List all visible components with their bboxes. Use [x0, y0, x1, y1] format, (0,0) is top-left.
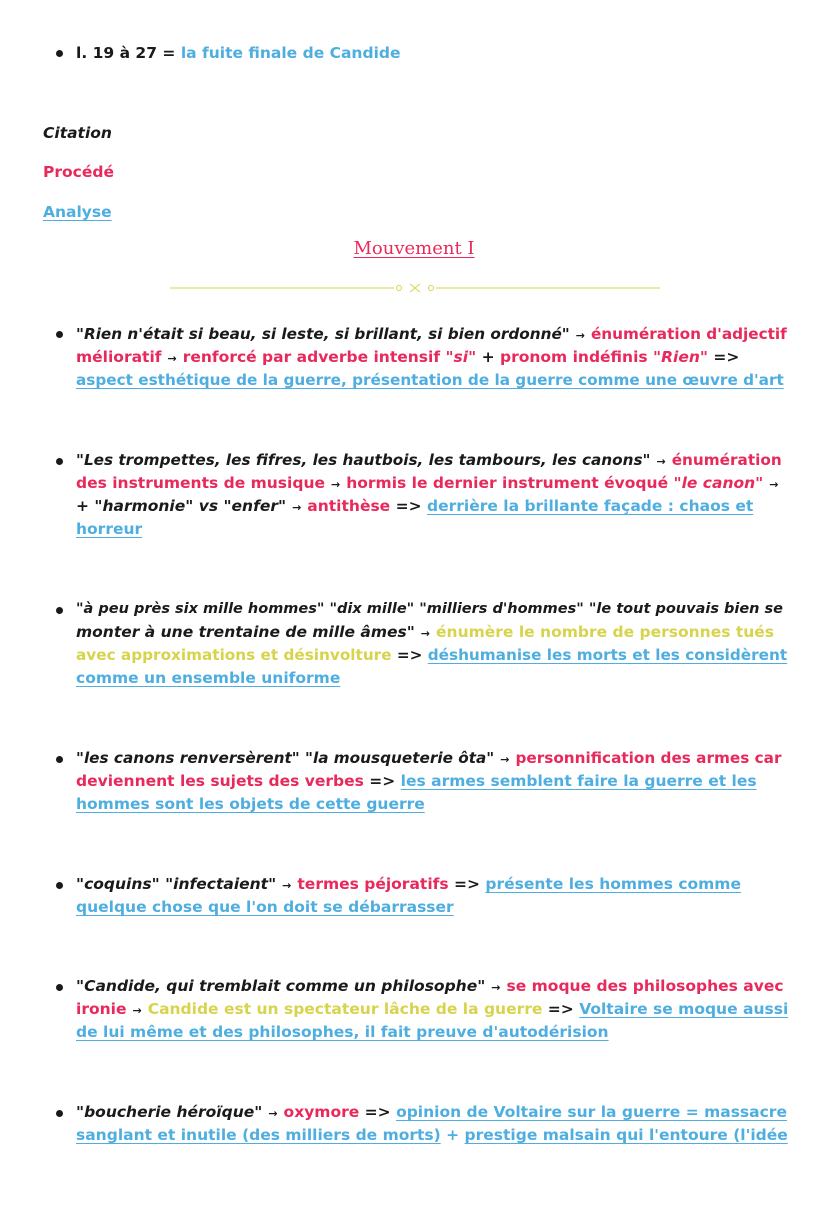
implies-sign: => — [713, 348, 740, 366]
header-eq: = — [162, 44, 176, 62]
citation: "coquins" "infectaient" — [76, 875, 277, 893]
arrow-icon: → — [575, 329, 585, 342]
citation: monter à une trentaine de mille âmes" — [76, 623, 415, 641]
item-bullet — [56, 756, 63, 763]
analyse-link[interactable]: comme un ensemble uniforme — [76, 669, 341, 687]
item-bullet — [56, 882, 63, 889]
arrow-icon: → — [491, 981, 501, 994]
item-2-line-3 — [76, 494, 753, 520]
arrow-icon: → — [331, 478, 341, 491]
arrow-icon: → — [282, 879, 292, 892]
arrow-icon: → — [656, 455, 666, 468]
implies-sign: => — [547, 1000, 574, 1018]
analyse-link[interactable]: déshumanise les morts et les considèrent — [427, 646, 788, 664]
item-7-line-2 — [76, 1123, 788, 1147]
citation: "boucherie héroïque" — [76, 1103, 263, 1121]
header-line — [76, 41, 400, 65]
citation: "Les trompettes, les fifres, les hautbois, les tambours, les canons" — [76, 451, 651, 469]
item-bullet — [56, 984, 63, 991]
citation: "Rien n'était si beau, si leste, si brillant, si bien ordonné" — [76, 325, 570, 343]
procede: se moque des philosophes avec — [506, 977, 784, 995]
procede: renforcé par adverbe intensif — [182, 348, 441, 366]
header-topic: la fuite finale de Candide — [180, 44, 401, 62]
procede: hormis le dernier instrument évoqué — [346, 474, 669, 492]
item-bullet — [56, 607, 63, 614]
implies-sign: => — [395, 497, 422, 515]
plus-sign: + — [446, 1126, 460, 1144]
item-bullet — [56, 1110, 63, 1117]
procede: personnification des armes car — [515, 749, 782, 767]
implies-sign: => — [454, 875, 480, 893]
procede-secondary: Candide est un spectateur lâche de la guerre — [147, 1000, 543, 1018]
analyse-link[interactable]: de lui même et des philosophes, il fait preuve d'autodérision — [76, 1023, 609, 1041]
arrow-icon: → — [292, 501, 302, 514]
analyse-link[interactable]: hommes sont les objets de cette guerre — [76, 795, 425, 813]
citation-inline: "si" — [445, 348, 477, 366]
header-ref: l. 19 à 27 — [76, 44, 157, 62]
section-title: Mouvement I — [353, 238, 475, 259]
procede: des instruments de musique — [76, 474, 325, 492]
item-bullet — [56, 458, 63, 465]
title-divider — [170, 283, 660, 293]
implies-sign: => — [396, 646, 423, 664]
citation: + "harmonie" vs "enfer" — [76, 497, 287, 515]
arrow-icon: → — [500, 753, 510, 766]
analyse-link[interactable]: présente les hommes comme — [485, 875, 741, 893]
procede: énumération d'adjectif — [590, 325, 787, 343]
arrow-icon: → — [769, 478, 779, 491]
procede: oxymore — [283, 1103, 360, 1121]
arrow-icon: → — [167, 352, 177, 365]
citation: "à peu près six mille hommes" "dix mille" "milliers d'hommes" "le tout pouvais bien se — [76, 601, 784, 617]
analyse-link[interactable]: les armes semblent faire la guerre et les — [400, 772, 757, 790]
citation-inline: "le canon" — [673, 474, 764, 492]
analyse-link[interactable]: prestige malsain qui l'entoure (l'idée — [464, 1126, 788, 1144]
citation: "Candide, qui tremblait comme un philosophe" — [76, 977, 486, 995]
procede: deviennent les sujets des verbes — [76, 772, 364, 790]
analyse-link[interactable]: horreur — [76, 520, 143, 538]
procede: antithèse — [307, 497, 391, 515]
legend-citation: Citation — [43, 124, 112, 142]
arrow-icon: → — [132, 1004, 142, 1017]
arrow-icon: → — [268, 1107, 278, 1120]
item-3-line-3 — [76, 643, 787, 667]
citation: "les canons renversèrent" "la mousqueterie ôta" — [76, 749, 495, 767]
header-bullet — [56, 50, 63, 57]
procede: ironie — [76, 1000, 127, 1018]
procede: énumération — [671, 451, 782, 469]
item-4-line-2 — [76, 769, 757, 793]
legend-procede: Procédé — [43, 163, 114, 181]
plus-sign: + — [481, 348, 495, 366]
procede: termes péjoratifs — [297, 875, 449, 893]
procede: pronom indéfinis — [499, 348, 648, 366]
procede: mélioratif — [76, 348, 162, 366]
analyse-link[interactable]: Voltaire se moque aussi — [579, 1000, 789, 1018]
item-bullet — [56, 331, 63, 338]
analyse-link[interactable]: sanglant et inutile (des milliers de morts) — [76, 1126, 441, 1144]
citation-inline: "Rien" — [653, 348, 708, 366]
analyse-link[interactable]: aspect esthétique de la guerre, présentation de la guerre comme une œuvre d'art — [76, 371, 784, 389]
analyse-link[interactable]: derrière la brillante façade : chaos et — [427, 497, 754, 515]
implies-sign: => — [369, 772, 396, 790]
procede-secondary: énumère le nombre de personnes tués — [436, 623, 775, 641]
legend-analyse: Analyse — [43, 203, 112, 221]
analyse-link[interactable]: quelque chose que l'on doit se débarrasser — [76, 898, 454, 916]
procede-secondary: avec approximations et désinvolture — [76, 646, 392, 664]
implies-sign: => — [364, 1103, 391, 1121]
analyse-link[interactable]: opinion de Voltaire sur la guerre = massacre — [396, 1103, 787, 1121]
arrow-icon: → — [420, 627, 431, 640]
